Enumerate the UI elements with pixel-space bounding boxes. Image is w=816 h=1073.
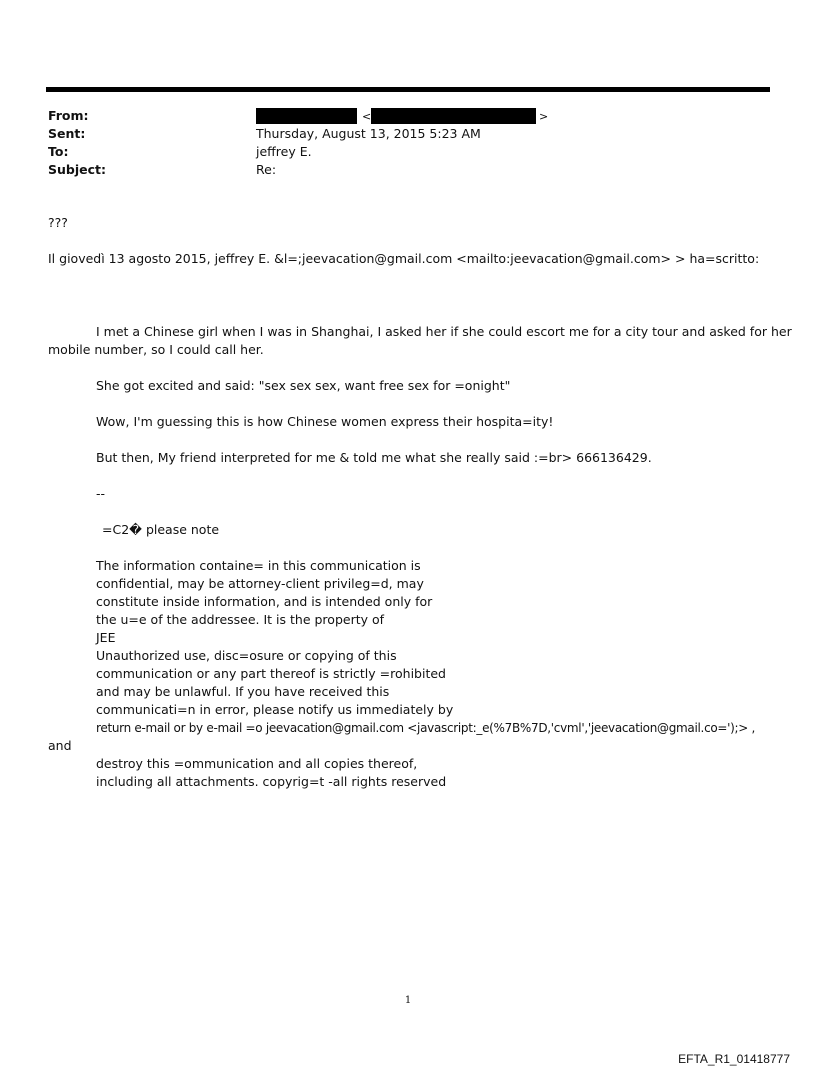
to-label: To: xyxy=(48,144,69,159)
header-divider xyxy=(46,87,770,92)
page-number: 1 xyxy=(404,995,412,1006)
paragraph-3: Wow, I'm guessing this is how Chinese women express their hospita=ity! xyxy=(96,414,554,429)
disclaimer-line: JEE xyxy=(96,630,116,645)
sent-label: Sent: xyxy=(48,126,86,141)
redacted-sender-email xyxy=(371,108,536,124)
disclaimer-line: Unauthorized use, disc=osure or copying of this xyxy=(96,648,397,663)
from-open-bracket: < xyxy=(362,110,372,123)
note-line: =C2� please note xyxy=(102,522,220,537)
disclaimer-line: destroy this =ommunication and all copies thereof, xyxy=(96,756,418,771)
disclaimer-line: the u=e of the addressee. It is the property of xyxy=(96,612,385,627)
disclaimer-line: communication or any part thereof is strictly =rohibited xyxy=(96,666,446,681)
paragraph-4: But then, My friend interpreted for me & told me what she really said :=br> 666136429. xyxy=(96,450,652,465)
bates-number: EFTA_R1_01418777 xyxy=(678,1052,790,1066)
paragraph-2: She got excited and said: "sex sex sex, want free sex for =onight" xyxy=(96,378,511,393)
from-close-bracket: > xyxy=(539,110,549,123)
paragraph-1-line-1: I met a Chinese girl when I was in Shanghai, I asked her if she could escort me for a city tour and asked for her xyxy=(96,324,792,339)
reply-text: ??? xyxy=(48,215,68,230)
disclaimer-line: communicati=n in error, please notify us immediately by xyxy=(96,702,454,717)
disclaimer-line: return e-mail or by e-mail =o jeevacation@gmail.com <javascript:_e(%7B%7D,'cvml','jeevacation@gmail.co=');> , xyxy=(96,721,756,735)
to-value: jeffrey E. xyxy=(256,144,312,159)
disclaimer-line: constitute inside information, and is intended only for xyxy=(96,594,433,609)
disclaimer-line: The information containe= in this communication is xyxy=(96,558,421,573)
disclaimer-line: confidential, may be attorney-client privileg=d, may xyxy=(96,576,424,591)
disclaimer-line: including all attachments. copyrig=t -all rights reserved xyxy=(96,774,447,789)
signature-separator: -- xyxy=(96,486,106,501)
paragraph-1-line-2: mobile number, so I could call her. xyxy=(48,342,264,357)
subject-value: Re: xyxy=(256,162,277,177)
disclaimer-wrap-word: and xyxy=(48,738,72,753)
quote-intro: Il giovedì 13 agosto 2015, jeffrey E. &l=;jeevacation@gmail.com <mailto:jeevacation@gmail.com> > ha=scritto: xyxy=(48,251,760,266)
sent-value: Thursday, August 13, 2015 5:23 AM xyxy=(256,126,481,141)
redacted-sender-name xyxy=(256,108,357,124)
disclaimer-line: and may be unlawful. If you have received this xyxy=(96,684,390,699)
subject-label: Subject: xyxy=(48,162,106,177)
from-label: From: xyxy=(48,108,89,123)
